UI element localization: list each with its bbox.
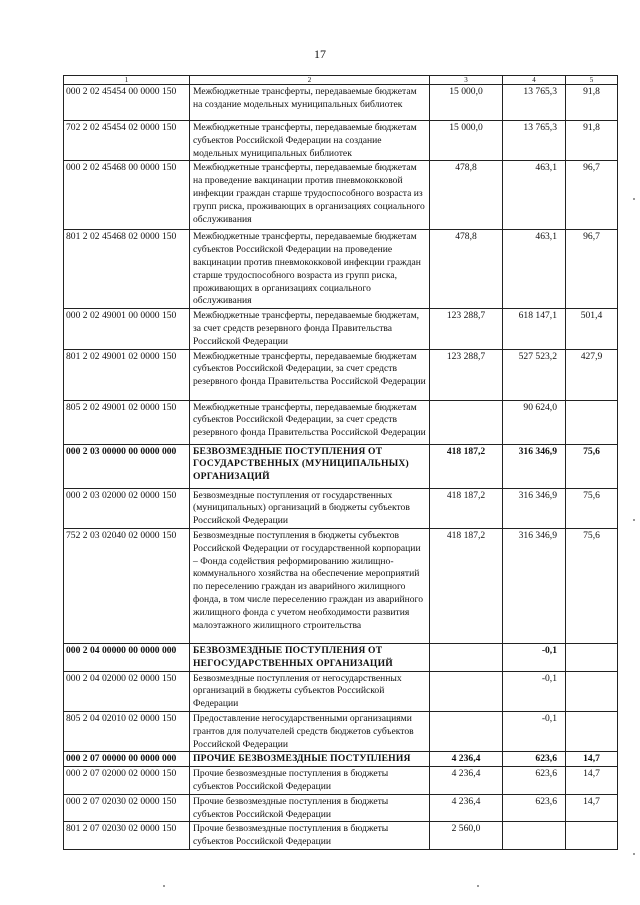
table-row bbox=[64, 711, 618, 751]
name-cell: Безвозмездные поступления от государственных (муниципальных) организаций в бюджеты субъектов Российской Федерации bbox=[190, 488, 430, 528]
percent-cell: 75,6 bbox=[566, 528, 618, 643]
actual-cell: -0,1 bbox=[503, 643, 566, 671]
name-cell: Межбюджетные трансферты, передаваемые бюджетам субъектов Российской Федерации, за счет средств резервного фонда Правительства Российской Федерации bbox=[190, 400, 430, 444]
percent-cell: 96,7 bbox=[566, 161, 618, 230]
table-row bbox=[64, 121, 618, 161]
actual-cell: 623,6 bbox=[503, 752, 566, 767]
code-cell: 000 2 03 00000 00 0000 000 bbox=[64, 444, 190, 488]
name-cell: БЕЗВОЗМЕЗДНЫЕ ПОСТУПЛЕНИЯ ОТ НЕГОСУДАРСТВЕННЫХ ОРГАНИЗАЦИЙ bbox=[190, 643, 430, 671]
percent-cell bbox=[566, 822, 618, 850]
plan-cell: 4 236,4 bbox=[430, 794, 503, 822]
actual-cell: -0,1 bbox=[503, 711, 566, 751]
code-cell: 801 2 02 45468 02 0000 150 bbox=[64, 230, 190, 309]
code-cell: 801 2 02 49001 02 0000 150 bbox=[64, 349, 190, 400]
budget-table bbox=[63, 75, 618, 850]
code-cell: 805 2 02 49001 02 0000 150 bbox=[64, 400, 190, 444]
table-row bbox=[64, 85, 618, 121]
plan-cell bbox=[430, 400, 503, 444]
percent-cell: 91,8 bbox=[566, 121, 618, 161]
name-cell: БЕЗВОЗМЕЗДНЫЕ ПОСТУПЛЕНИЯ ОТ ГОСУДАРСТВЕННЫХ (МУНИЦИПАЛЬНЫХ) ОРГАНИЗАЦИЙ bbox=[190, 444, 430, 488]
code-cell: 000 2 02 49001 00 0000 150 bbox=[64, 309, 190, 349]
plan-cell: 478,8 bbox=[430, 161, 503, 230]
name-cell: Межбюджетные трансферты, передаваемые бюджетам субъектов Российской Федерации на проведение вакцинации против пневмококковой инфекции граждан старше трудоспособного возраста из групп риска, проживающих в организациях социального обслуживания bbox=[190, 230, 430, 309]
actual-cell: 316 346,9 bbox=[503, 528, 566, 643]
name-cell: Предоставление негосударственными организациями грантов для получателей средств бюджетов субъектов Российской Федерации bbox=[190, 711, 430, 751]
code-cell: 752 2 03 02040 02 0000 150 bbox=[64, 528, 190, 643]
name-cell: Прочие безвозмездные поступления в бюджеты субъектов Российской Федерации bbox=[190, 794, 430, 822]
column-number-3: 3 bbox=[430, 76, 503, 85]
percent-cell: 14,7 bbox=[566, 794, 618, 822]
name-cell: Межбюджетные трансферты, передаваемые бюджетам на проведение вакцинации против пневмококковой инфекции граждан старше трудоспособного возраста из групп риска, проживающих в организациях социального обслуживания bbox=[190, 161, 430, 230]
plan-cell: 418 187,2 bbox=[430, 488, 503, 528]
percent-cell bbox=[566, 711, 618, 751]
actual-cell: 623,6 bbox=[503, 794, 566, 822]
actual-cell: 316 346,9 bbox=[503, 488, 566, 528]
plan-cell: 4 236,4 bbox=[430, 767, 503, 795]
actual-cell: 623,6 bbox=[503, 767, 566, 795]
scan-speck bbox=[633, 519, 635, 521]
actual-cell: 618 147,1 bbox=[503, 309, 566, 349]
plan-cell: 123 288,7 bbox=[430, 309, 503, 349]
table-row bbox=[64, 643, 618, 671]
percent-cell: 14,7 bbox=[566, 752, 618, 767]
column-number-2: 2 bbox=[190, 76, 430, 85]
table-row bbox=[64, 444, 618, 488]
percent-cell bbox=[566, 671, 618, 711]
actual-cell: 13 765,3 bbox=[503, 121, 566, 161]
code-cell: 805 2 04 02010 02 0000 150 bbox=[64, 711, 190, 751]
percent-cell: 91,8 bbox=[566, 85, 618, 121]
actual-cell: 463,1 bbox=[503, 230, 566, 309]
name-cell: Прочие безвозмездные поступления в бюджеты субъектов Российской Федерации bbox=[190, 822, 430, 850]
table-row bbox=[64, 794, 618, 822]
percent-cell: 75,6 bbox=[566, 488, 618, 528]
table-row bbox=[64, 161, 618, 230]
actual-cell: 316 346,9 bbox=[503, 444, 566, 488]
plan-cell: 4 236,4 bbox=[430, 752, 503, 767]
column-number-5: 5 bbox=[566, 76, 618, 85]
scan-speck bbox=[163, 885, 165, 887]
name-cell: Межбюджетные трансферты, передаваемые бюджетам субъектов Российской Федерации, за счет средств резервного фонда Правительства Российской Федерации bbox=[190, 349, 430, 400]
table-row bbox=[64, 822, 618, 850]
name-cell: Межбюджетные трансферты, передаваемые бюджетам на создание модельных муниципальных библиотек bbox=[190, 85, 430, 121]
code-cell: 000 2 02 45454 00 0000 150 bbox=[64, 85, 190, 121]
percent-cell: 75,6 bbox=[566, 444, 618, 488]
code-cell: 000 2 04 02000 02 0000 150 bbox=[64, 671, 190, 711]
actual-cell: -0,1 bbox=[503, 671, 566, 711]
plan-cell bbox=[430, 643, 503, 671]
actual-cell bbox=[503, 822, 566, 850]
percent-cell bbox=[566, 643, 618, 671]
table-row bbox=[64, 528, 618, 643]
column-number-row bbox=[64, 76, 618, 85]
actual-cell: 463,1 bbox=[503, 161, 566, 230]
actual-cell: 90 624,0 bbox=[503, 400, 566, 444]
plan-cell bbox=[430, 671, 503, 711]
table-row bbox=[64, 671, 618, 711]
percent-cell: 96,7 bbox=[566, 230, 618, 309]
name-cell: Межбюджетные трансферты, передаваемые бюджетам, за счет средств резервного фонда Правительства Российской Федерации bbox=[190, 309, 430, 349]
percent-cell: 501,4 bbox=[566, 309, 618, 349]
table-body bbox=[64, 76, 618, 850]
actual-cell: 527 523,2 bbox=[503, 349, 566, 400]
table-row bbox=[64, 488, 618, 528]
column-number-4: 4 bbox=[503, 76, 566, 85]
code-cell: 000 2 07 02030 02 0000 150 bbox=[64, 794, 190, 822]
plan-cell: 478,8 bbox=[430, 230, 503, 309]
plan-cell: 123 288,7 bbox=[430, 349, 503, 400]
name-cell: Безвозмездные поступления в бюджеты субъектов Российской Федерации от государственной корпорации – Фонда содействия реформированию жилищно-коммунального хозяйства на обеспечение мероприятий по переселению граждан из аварийного жилищного фонда, в том числе переселению граждан из аварийного жилищного фонда с учетом необходимости развития малоэтажного жилищного строительства bbox=[190, 528, 430, 643]
code-cell: 000 2 04 00000 00 0000 000 bbox=[64, 643, 190, 671]
code-cell: 000 2 02 45468 00 0000 150 bbox=[64, 161, 190, 230]
plan-cell: 2 560,0 bbox=[430, 822, 503, 850]
table-row bbox=[64, 767, 618, 795]
name-cell: Межбюджетные трансферты, передаваемые бюджетам субъектов Российской Федерации на создание модельных муниципальных библиотек bbox=[190, 121, 430, 161]
plan-cell: 418 187,2 bbox=[430, 444, 503, 488]
plan-cell: 15 000,0 bbox=[430, 85, 503, 121]
plan-cell bbox=[430, 711, 503, 751]
table-row bbox=[64, 309, 618, 349]
scan-speck bbox=[477, 885, 479, 887]
name-cell: Прочие безвозмездные поступления в бюджеты субъектов Российской Федерации bbox=[190, 767, 430, 795]
code-cell: 702 2 02 45454 02 0000 150 bbox=[64, 121, 190, 161]
code-cell: 000 2 03 02000 02 0000 150 bbox=[64, 488, 190, 528]
plan-cell: 15 000,0 bbox=[430, 121, 503, 161]
percent-cell: 14,7 bbox=[566, 767, 618, 795]
scan-speck bbox=[633, 198, 635, 200]
column-number-1: 1 bbox=[64, 76, 190, 85]
percent-cell: 427,9 bbox=[566, 349, 618, 400]
table-row bbox=[64, 400, 618, 444]
name-cell: Безвозмездные поступления от негосударственных организаций в бюджеты субъектов Российской Федерации bbox=[190, 671, 430, 711]
page-number: 17 bbox=[314, 47, 326, 61]
code-cell: 801 2 07 02030 02 0000 150 bbox=[64, 822, 190, 850]
scan-speck bbox=[633, 853, 635, 855]
code-cell: 000 2 07 00000 00 0000 000 bbox=[64, 752, 190, 767]
code-cell: 000 2 07 02000 02 0000 150 bbox=[64, 767, 190, 795]
table-row bbox=[64, 752, 618, 767]
table-row bbox=[64, 230, 618, 309]
table-row bbox=[64, 349, 618, 400]
plan-cell: 418 187,2 bbox=[430, 528, 503, 643]
name-cell: ПРОЧИЕ БЕЗВОЗМЕЗДНЫЕ ПОСТУПЛЕНИЯ bbox=[190, 752, 430, 767]
actual-cell: 13 765,3 bbox=[503, 85, 566, 121]
percent-cell bbox=[566, 400, 618, 444]
